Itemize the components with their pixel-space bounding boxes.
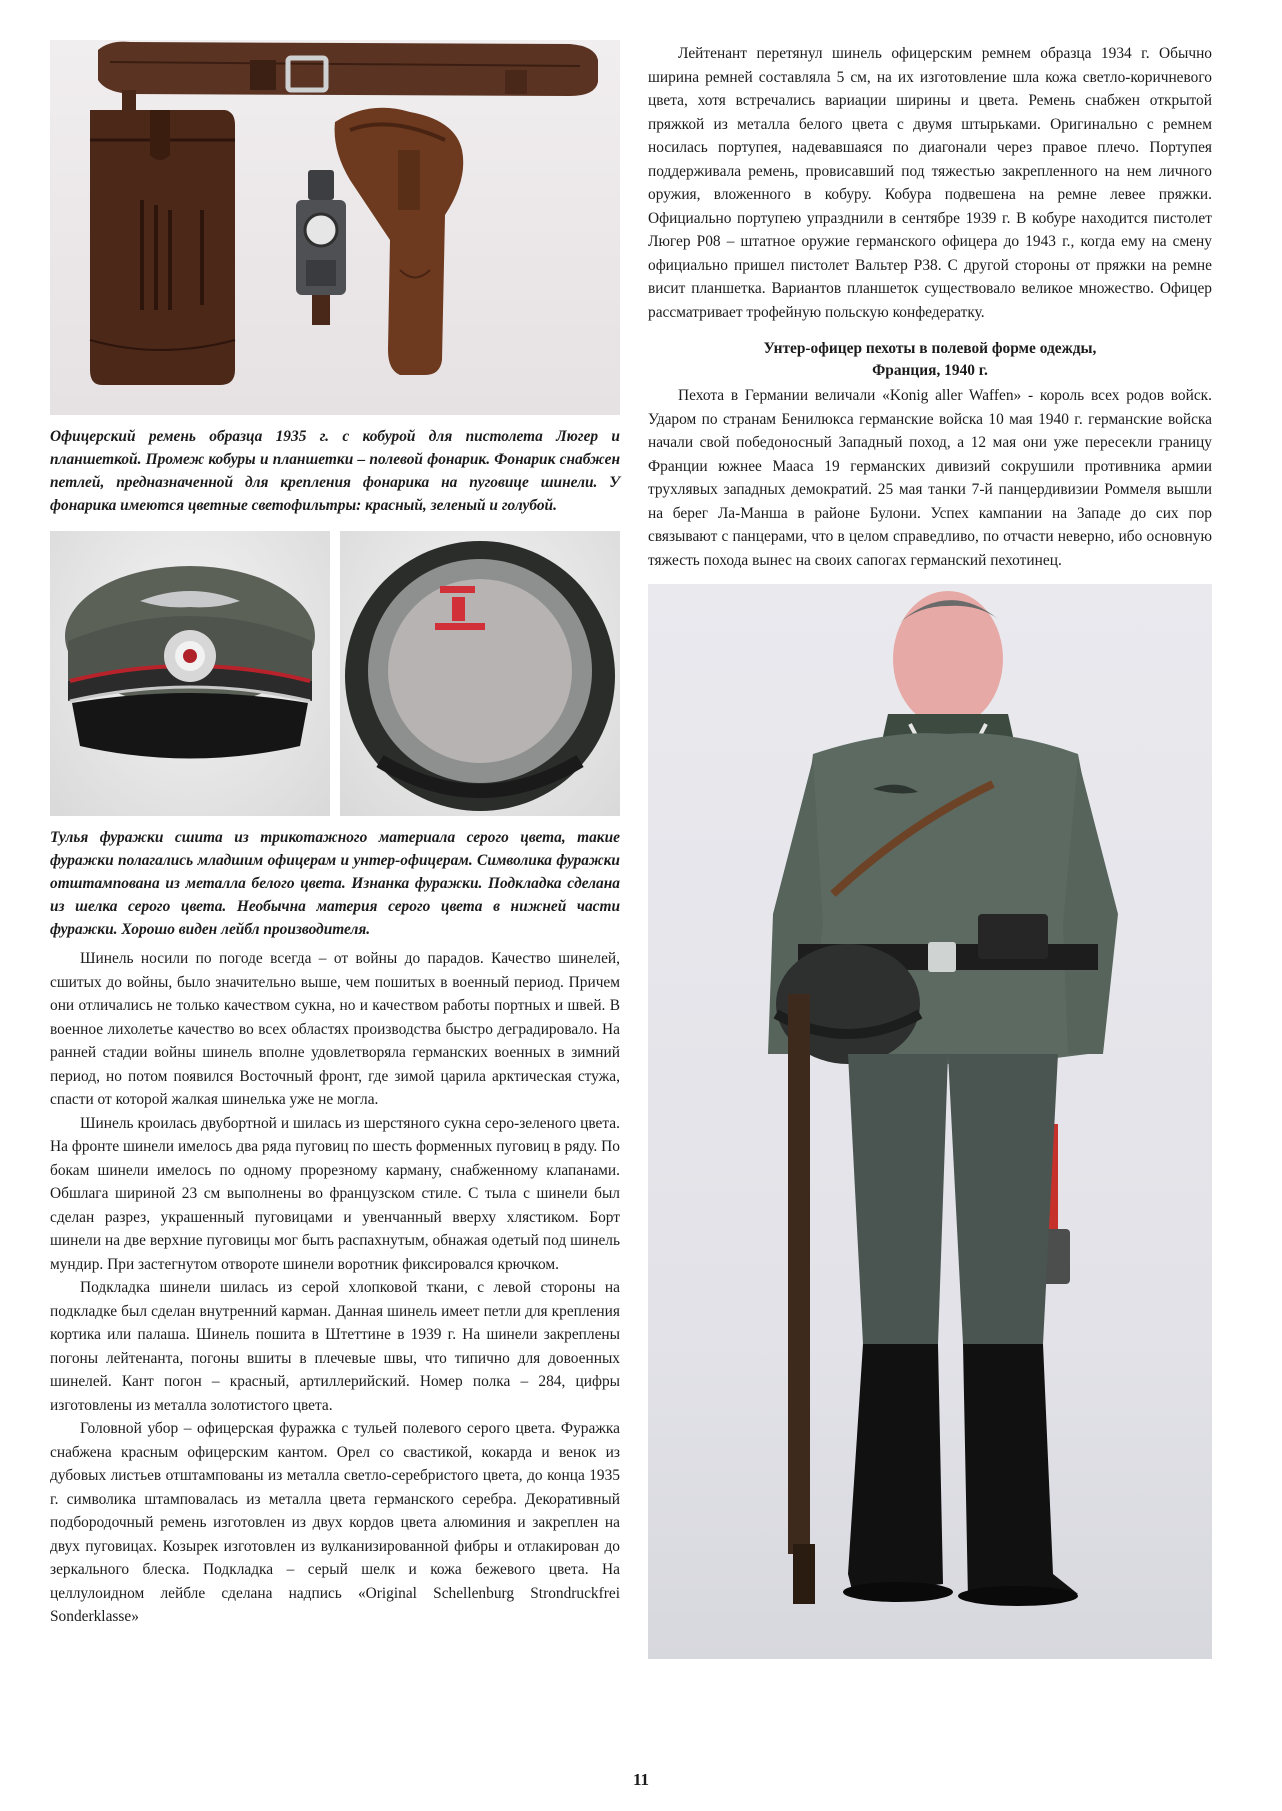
visor-cap-inside-illustration xyxy=(340,531,620,816)
belt-holster-illustration xyxy=(50,40,620,415)
left-body-text xyxy=(50,947,620,1629)
paragraph-infantry: Пехота в Германии величали «Konig aller Waffen» - король всех родов войск. Ударом по странам Бенилюкса германские войска 10 мая 1940 г. германские войска начали свой победоносный Западный поход, а 12 мая они уже пересекли границу Франции южнее Мааса 19 германских дивизий сокрушили противника армии трухлявых западных демократий. 25 мая танки 7-й панцердивизии Роммеля вышли на берег Ла-Манша в районе Булони. Успех кампании на Западе до сих пор связывают с панцерами, что в целом справедливо, по отчасти неверно, ибо основную тяжесть похода вынес на своих сапогах германский пехотинец. xyxy=(648,387,1212,569)
section-title-line1: Унтер-офицер пехоты в полевой форме одежды, xyxy=(763,340,1097,357)
cap-caption: Тулья фуражки сшита из трикотажного материала серого цвета, такие фуражки полагались младшим офицерам и унтер-офицерам. Символика фуражки отштампована из металла белого цвета. Изнанка фуражки. Подкладка сделана из шелка серого цвета. Необычна материя серого цвета в нижней части фуражки. Хорошо виден лейбл производителя. xyxy=(50,829,620,938)
visor-cap-front-illustration xyxy=(50,531,330,816)
paragraph-greatcoat-quality: Шинель носили по погоде всегда – от войны до парадов. Качество шинелей, сшитых до войны, было значительно выше, чем пошитых в военный период. Причем они отличались не только качеством сукна, но и качеством работы портных и швей. В военное лихолетье качество во всех областях производства быстро деградировало. На ранней стадии войны шинель вполне удовлетворяла германских военных в зимний период, но потом появился Восточный фронт, где зимой царила арктическая стужа, спасти от которой жалкая шинелька уже не могла. xyxy=(50,950,620,1108)
belt-holster-photo xyxy=(50,40,620,415)
paragraph-officer-belt: Лейтенант перетянул шинель офицерским ремнем образца 1934 г. Обычно ширина ремней составляла 5 см, на их изготовление шла кожа светло-коричневого цвета, хотя встречались вариации ширины и цвета. Ремень снабжен открытой пряжкой из металла белого цвета с двумя штырьками. Оригинально с ремнем носилась портупея, надевавшаяся по диагонали через правое плечо. Портупея поддерживала ремень, провисавший под тяжестью закрепленного на нем личного оружия, вложенного в кобуру. Кобура подвешена на ремне левее пряжки. Официально портупею упразднили в сентябре 1939 г. В кобуре находится пистолет Люгер Р08 – штатное оружие германского офицера до 1943 г., когда ему на смену официально пришел пистолет Вальтер Р38. С другой стороны от пряжки на ремне висит планшетка. Вариантов планшеток существовало великое множество. Офицер рассматривает трофейную польскую конфедератку. xyxy=(648,45,1212,321)
cap-photos xyxy=(50,531,620,816)
infantry-nco-illustration xyxy=(648,584,1212,1659)
cap-inside-photo xyxy=(340,531,620,816)
section-title-line2: Франция, 1940 г. xyxy=(872,362,988,379)
belt-caption: Офицерский ремень образца 1935 г. с кобурой для пистолета Люгер и планшеткой. Промеж кобуры и планшетки – полевой фонарик. Фонарик снабжен петлей, предназначенной для крепления фонарика на пуговице шинели. У фонарика имеются цветные светофильтры: красный, зеленый и голубой. xyxy=(50,428,620,514)
cap-front-photo xyxy=(50,531,330,816)
infantry-nco-photo xyxy=(648,584,1212,1659)
right-body-text-2 xyxy=(648,384,1212,572)
page-number: 11 xyxy=(632,1770,650,1789)
paragraph-greatcoat-cut: Шинель кроилась двубортной и шилась из шерстяного сукна серо-зеленого цвета. На фронте шинели имелось два ряда пуговиц по шесть форменных пуговиц в ряду. По бокам шинели имелось по одному прорезному карману, снабженному клапанами. Обшлага шириной 23 см выполнены во французском стиле. С тыла с шинели был сделан разрез, украшенный пуговицами и увенчанный вверху хлястиком. Борт шинели на две верхние пуговицы мог быть распахнутым, обнажая одетый под шинель мундир. При застегнутом отвороте шинели воротник фиксировался крючком. xyxy=(50,1114,620,1273)
paragraph-headgear: Головной убор – офицерская фуражка с тульей полевого серого цвета. Фуражка снабжена красным офицерским кантом. Орел со свастикой, кокарда и венок из дубовых листьев отштампованы из металла светло-серебристого цвета, до конца 1935 г. символика штамповалась из металла цвета германского серебра. Декоративный подбородочный ремень изготовлен из двух кордов цвета алюминия и закреплен на двух пуговицах. Козырек изготовлен из вулканизированной фибры и отлакирован до зеркального блеска. Подкладка – серый шелк и кожа бежевого цвета. На целлулоидном лейбле сделана надпись «Original Schellenburg Strondruckfrei Sonderklasse» xyxy=(50,1420,620,1625)
section-title xyxy=(648,338,1212,382)
left-column xyxy=(50,40,620,1629)
right-body-text xyxy=(648,42,1212,324)
right-column xyxy=(648,42,1212,1659)
paragraph-greatcoat-lining: Подкладка шинели шилась из серой хлопковой ткани, с левой стороны на подкладке был сделан внутренний карман. Данная шинель имеет петли для крепления кортика или палаша. Шинель пошита в Штеттине в 1939 г. На шинели закреплены погоны лейтенанта, погоны вшиты в плечевые швы, что типично для довоенных шинелей. Кант погон – красный, артиллерийский. Номер полка – 284, цифры изготовлены из металла золотистого цвета. xyxy=(50,1279,620,1414)
